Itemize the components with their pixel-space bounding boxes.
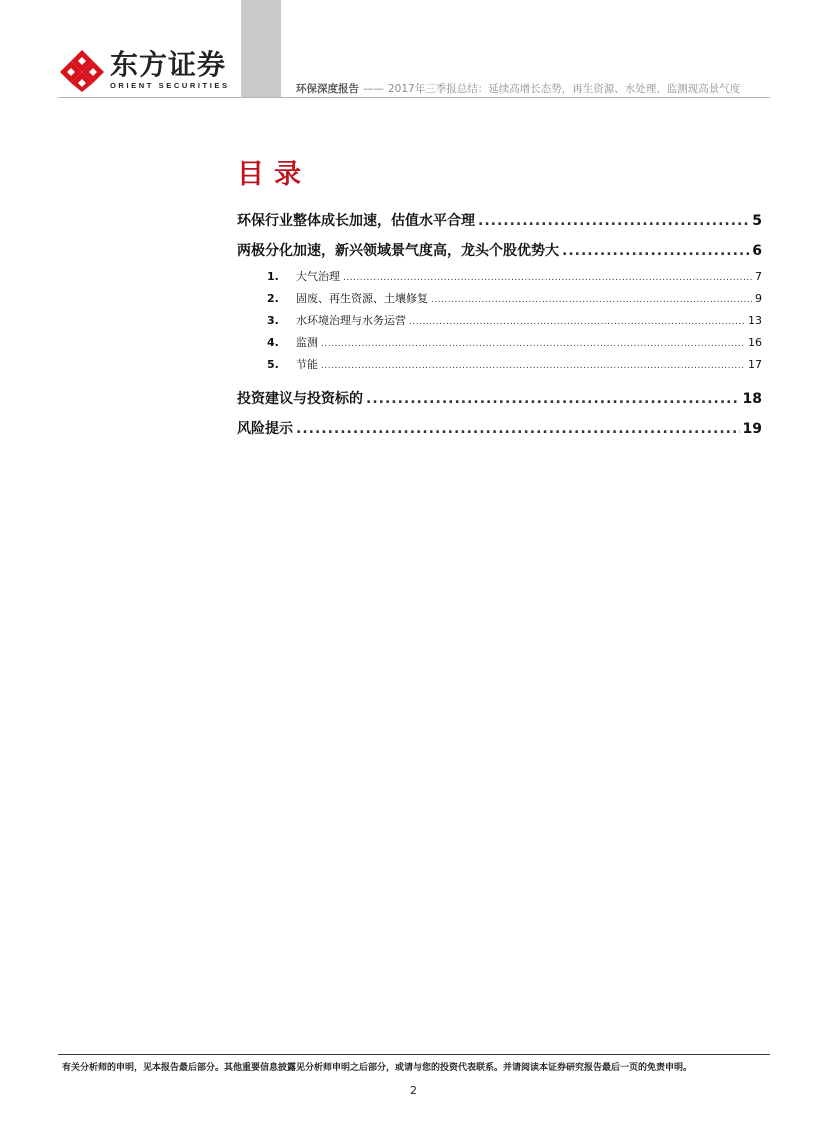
toc-leader-dots <box>431 289 752 311</box>
toc-subentry-solid-waste[interactable] <box>237 288 762 310</box>
report-title: 2017年三季报总结：延续高增长态势，再生资源、水处理、监测现高景气度 <box>388 83 741 95</box>
toc-entry-label: 监测 <box>296 336 318 349</box>
toc-entry-label: 两极分化加速，新兴领域景气度高，龙头个股优势大 <box>237 243 559 259</box>
toc-entry-label: 水环境治理与水务运营 <box>296 314 406 327</box>
toc-entry-risk-warning[interactable] <box>237 414 762 444</box>
logo-english-name: ORIENT SECURITIES <box>110 80 230 90</box>
toc-entry-label: 大气治理 <box>296 270 340 283</box>
toc-entry-page: 16 <box>748 336 762 349</box>
toc-entry-investment-advice[interactable] <box>237 384 762 414</box>
company-logo <box>60 48 230 92</box>
toc-entry-page: 18 <box>742 391 762 407</box>
orient-securities-logo-icon <box>60 48 104 92</box>
toc-entry-page: 6 <box>752 243 762 259</box>
toc-title: 目录 <box>237 159 311 190</box>
toc-entry-page: 19 <box>742 421 762 437</box>
logo-chinese-name: 东方证券 <box>110 47 227 81</box>
footer-disclaimer: 有关分析师的申明，见本报告最后部分。其他重要信息披露见分析师申明之后部分，或请与您的投资代表联系。并请阅读本证券研究报告最后一页的免责申明。 <box>62 1063 693 1073</box>
toc-leader-dots <box>409 311 745 333</box>
header-accent-bar <box>241 0 281 97</box>
toc-leader-dots <box>478 206 749 236</box>
toc-subentry-energy-saving[interactable] <box>237 354 762 376</box>
toc-subentry-monitoring[interactable] <box>237 332 762 354</box>
header-divider <box>58 97 770 98</box>
report-type: 环保深度报告 <box>296 83 359 95</box>
table-of-contents <box>237 206 762 444</box>
toc-subentry-air-treatment[interactable] <box>237 266 762 288</box>
toc-subentry-number: 3. <box>267 314 279 327</box>
toc-spacer <box>237 376 762 384</box>
toc-subentry-number: 1. <box>267 270 279 283</box>
footer-divider <box>58 1054 770 1055</box>
toc-entry-page: 7 <box>755 270 762 283</box>
toc-leader-dots <box>562 236 749 266</box>
toc-leader-dots <box>343 267 752 289</box>
header-separator: —— <box>363 83 384 95</box>
toc-leader-dots <box>296 414 740 444</box>
report-header <box>296 81 771 96</box>
toc-entry-page: 5 <box>752 213 762 229</box>
toc-leader-dots <box>366 384 740 414</box>
toc-entry-label: 节能 <box>296 358 318 371</box>
toc-entry-polarization[interactable] <box>237 236 762 266</box>
page-number: 2 <box>410 1084 417 1097</box>
toc-subentry-number: 2. <box>267 292 279 305</box>
toc-entry-page: 9 <box>755 292 762 305</box>
toc-entry-industry-growth[interactable] <box>237 206 762 236</box>
toc-entry-label: 风险提示 <box>237 421 293 437</box>
toc-entry-label: 投资建议与投资标的 <box>237 391 363 407</box>
toc-entry-label: 环保行业整体成长加速，估值水平合理 <box>237 213 475 229</box>
toc-entry-label: 固废、再生资源、土壤修复 <box>296 292 428 305</box>
toc-subentry-water[interactable] <box>237 310 762 332</box>
toc-entry-page: 13 <box>748 314 762 327</box>
toc-leader-dots <box>321 355 745 377</box>
toc-subentry-number: 5. <box>267 358 279 371</box>
toc-leader-dots <box>321 333 745 355</box>
toc-subentry-number: 4. <box>267 336 279 349</box>
toc-entry-page: 17 <box>748 358 762 371</box>
